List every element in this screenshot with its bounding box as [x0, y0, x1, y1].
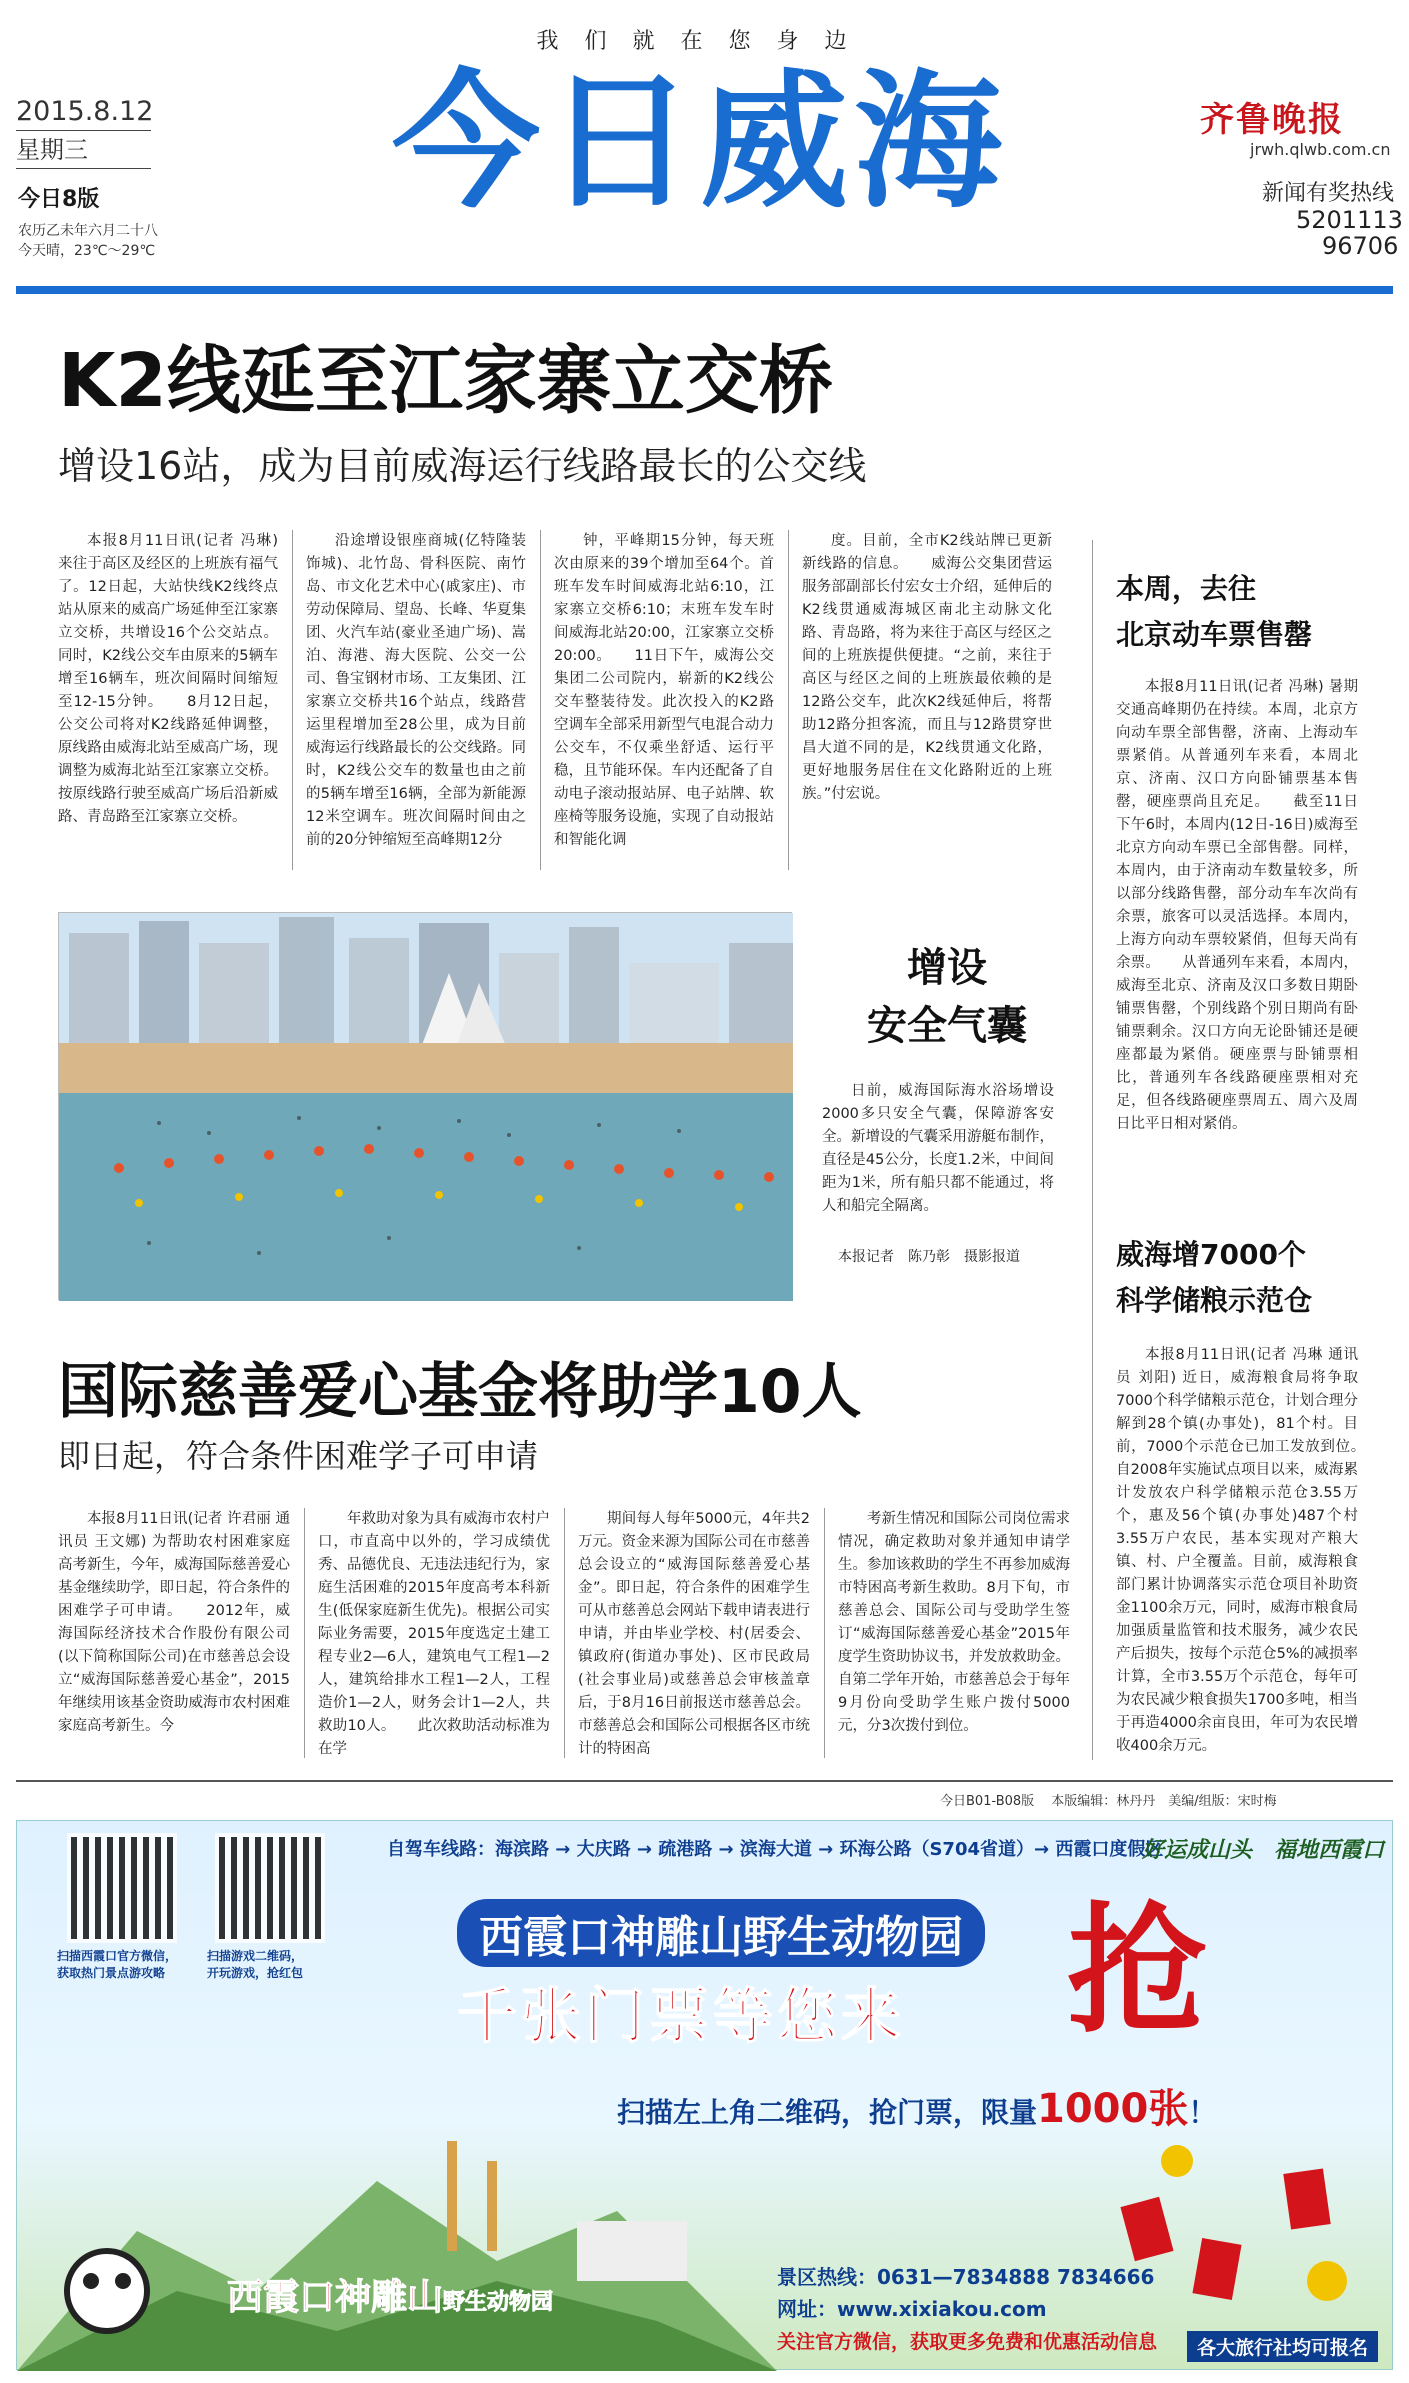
photo-story-title-2: 安全气囊 [867, 1003, 1027, 1049]
ad-slogan: 好运成山头 福地西霞口 [1142, 1838, 1385, 1863]
red-envelope-icon [1117, 2141, 1377, 2321]
ad-scan-prefix: 扫描左上角二维码，抢门票，限量 [617, 2096, 1038, 2129]
zoo-advertisement[interactable] [16, 1820, 1393, 2370]
ad-agency: 各大旅行社均可报名 [1187, 2331, 1378, 2362]
lunar-date: 农历乙未年六月二十八 [18, 223, 158, 239]
charity-subhead: 即日起，符合条件困难学子可申请 [58, 1437, 539, 1475]
ad-hotline: 景区热线：0631—7834888 7834666 [777, 2265, 1155, 2289]
charity-column-2: 年救助对象为具有威海市农村户口，市直高中以外的，学习成绩优秀、品德优良、无违法违纪行为，家庭生活困难的2015年度高考本科新生(低保家庭新生优先)。根据公司实际业务需要，2015年度选定土建工程专业2—6人，建筑电气工程1—2人，建筑给排水工程1—2人，工程造价1—2人，财务会计1—2人，共救助10人。 此次救助活动标准为在学 [318, 1511, 550, 1757]
edition-count: 今日8版 [18, 187, 100, 212]
charity-column-3: 期间每人每年5000元，4年共2万元。资金来源为国际公司在市慈善总会设立的“威海国际慈善爱心基金”。即日起，符合条件的困难学生可从市慈善总会网站下载申请表进行申请，并由毕业学校、村(居委会、镇政府(街道办事处)、区市民政局(社会事业局)或慈善总会审核盖章后，于8月16日前报送市慈善总会。市慈善总会和国际公司根据各区市统计的特困高 [578, 1511, 810, 1757]
ad-grab-character: 抢 [1067, 1889, 1208, 2053]
side-story-2-body: 本报8月11日讯(记者 冯琳 通讯员 刘阳) 近日，威海粮食局将争取7000个科学储粮示范仓，计划合理分解到28个镇(办事处)，81个村。目前，7000个示范仓已加工发放到位。 自2008年实施试点项目以来，威海累计发放农户科学储粮示范仓3.55万个，惠及56个镇(办事处)487个村3.55万户农民，基本实现对产粮大镇、村、户全覆盖。目前，威海粮食部门累计协调落实示范仓项目补助资金1100余万元，同时，威海市粮食局加强质量监管和技术服务，减少农民产后损失，按每个示范仓5%的减损率计算，全市3.55万个示范仓，每年可为农民减少粮食损失1700多吨，相当于再造4000余亩良田，年可为农民增收400余万元。 [1116, 1347, 1387, 1754]
lead-column-4: 度。目前，全市K2线站牌已更新新线路的信息。 威海公交集团营运服务部副部长付宏女士介绍，延伸后的K2线贯通威海城区南北主动脉文化路、青岛路，将为来往于高区与经区之间的上班族提供便捷。“之前，来往于高区与经区之间的上班族最依赖的是12路公交车，此次K2线延伸后，将帮助12路分担客流，而且与12路贯穿世昌大道不同的是，K2线贯通文化路，更好地服务居住在文化路附近的上班族。”付宏说。 [802, 533, 1052, 802]
hotline-number-1: 5201113 [1296, 206, 1403, 234]
qr2-caption-line2: 开玩游戏，抢红包 [207, 1966, 304, 1980]
ad-brand-main: 西霞口神雕山 [227, 2277, 444, 2318]
column-divider [824, 1508, 825, 1758]
masthead-slogan: 我们就在您身边 [536, 29, 873, 54]
charity-column-4: 考新生情况和国际公司岗位需求情况，确定救助对象并通知申请学生。参加该救助的学生不再参加威海市特困高考新生救助。8月下旬，市慈善总会、国际公司与受助学生签订“威海国际慈善爱心基金”2015年度学生资助协议书，并发放救助金。自第二学年开始，市慈善总会于每年9月份向受助学生账户拨付5000元，分3次拨付到位。 [838, 1511, 1070, 1734]
qr1-caption-line1: 扫描西霞口官方微信， [57, 1949, 178, 1963]
side-story-1-body: 本报8月11日讯(记者 冯琳) 暑期交通高峰期仍在持续。本周，北京方向动车票全部售罄，济南、上海动车票紧俏。从普通列车来看，本周北京、济南、汉口方向卧铺票基本售罄，硬座票尚且充足。 截至11日下午6时，本周内(12日-16日)威海至北京方向动车票已全部售罄。同样，本周内，由于济南动车数量较多，所以部分线路售罄，部分动车车次尚有余票，旅客可以灵活选择。本周内，上海方向动车票较紧俏，但每天尚有余票。 从普通列车来看，本周内，威海至北京、济南及汉口多数日期卧铺票售罄，个别线路个别日期尚有卧铺票剩余。汉口方向无论卧铺还是硬座都最为紧俏。硬座票与卧铺票相比，普通列车各线路硬座票相对充足，但各线路硬座票周五、周六及周日比平日相对紧俏。 [1116, 679, 1358, 1132]
sidebar-divider [1092, 540, 1093, 1760]
charity-column-1: 本报8月11日讯(记者 许君丽 通讯员 王文娜) 为帮助农村困难家庭高考新生，今年，威海国际慈善爱心基金继续助学，即日起，符合条件的困难学子可申请。 2012年，威海国际经济技术合作股份有限公司(以下简称国际公司)在市慈善总会设立“威海国际慈善爱心基金”，2015年继续用该基金资助威海市农村困难家庭高考新生。今 [58, 1511, 290, 1734]
brand-url[interactable]: jrwh.qlwb.com.cn [1250, 140, 1391, 159]
weather-info: 今天晴，23℃～29℃ [18, 243, 156, 259]
column-divider [304, 1508, 305, 1758]
footer-divider [16, 1780, 1393, 1782]
side-story-2-title-1: 威海增7000个 [1116, 1238, 1306, 1271]
side-story-2-title-2: 科学储粮示范仓 [1116, 1284, 1313, 1317]
lead-column-1: 本报8月11日讯(记者 冯琳) 来往于高区及经区的上班族有福气了。12日起，大站快线K2线终点站从原来的威高广场延伸至江家寨立交桥，共增设16个公交站点。同时，K2线公交车由原来的5辆车增至16辆车，班次间隔时间缩短至12-15分钟。 8月12日起，公交公司将对K2线路延伸调整，原线路由威海北站至威高广场，现调整为威海北站至江家寨立交桥。按原线路行驶至威高广场后沿新威路、青岛路至江家寨立交桥。 [58, 533, 278, 825]
lead-column-2: 沿途增设银座商城(亿特隆装饰城)、北竹岛、骨科医院、南竹岛、市文化艺术中心(戚家庄)、市劳动保障局、望岛、长峰、华夏集团、火汽车站(豪业圣迪广场)、嵩泊、海港、海大医院、公交一公司、鲁宝钢材市场、工友集团、江家寨立交桥共16个站点，线路营运里程增加至28公里，成为目前威海运行线路最长的公交线路。同时，K2线公交车的数量也由之前的5辆车增至16辆，全部为新能源12米空调车。班次间隔时间由之前的20分钟缩短至高峰期12分 [306, 533, 526, 848]
ad-route: 自驾车线路：海滨路 → 大庆路 → 疏港路 → 滨海大道 → 环海公路（S704省道）→ 西霞口度假区 [387, 1839, 1164, 1860]
qr1-caption-line2: 获取热门景点游攻略 [57, 1966, 166, 1980]
ad-scan-suffix: ！ [1188, 2096, 1217, 2129]
ad-scan-limit: 1000张 [1037, 2086, 1189, 2132]
side-story-1-title-1: 本周，去往 [1116, 572, 1257, 605]
beach-photo [58, 912, 792, 1300]
qr2-caption-line1: 扫描游戏二维码， [207, 1949, 304, 1963]
issue-date: 2015.8.12 [16, 96, 151, 131]
column-divider [564, 1508, 565, 1758]
wechat-qr-code[interactable] [67, 1833, 177, 1943]
side-story-1-title-2: 北京动车票售罄 [1116, 618, 1313, 651]
brand-logo: 齐鲁晚报 [1200, 100, 1344, 140]
hotline-number-2: 96706 [1322, 232, 1399, 260]
lead-subhead: 增设16站，成为目前威海运行线路最长的公交线 [58, 444, 867, 488]
lead-column-3: 钟，平峰期15分钟，每天班次由原来的39个增加至64个。首班车发车时间威海北站6:10，江家寨立交桥6:10；末班车发车时间威海北站20:00，江家寨立交桥20:00。 11日下午，威海公交集团二公司院内，崭新的K2线公交车整装待发。此次投入的K2路空调车全部采用新型气电混合动力公交车，不仅乘坐舒适、运行平稳，且节能环保。车内还配备了自动电子滚动报站屏、电子站牌、软座椅等服务设施，实现了自动报站和智能化调 [554, 533, 774, 848]
ad-tickets-headline: 千张门票等您来 [457, 1982, 905, 2052]
ad-notice: 关注官方微信，获取更多免费和优惠活动信息 [777, 2331, 1158, 2353]
ad-qr-group [57, 1833, 357, 1943]
column-divider [540, 530, 541, 870]
ad-brand-sub: 野生动物园 [443, 2290, 554, 2315]
lead-headline: K2线延至江家寨立交桥 [58, 338, 833, 424]
ad-park-name: 西霞口神雕山野生动物园 [457, 1899, 985, 1967]
ad-brand [227, 2269, 553, 2320]
footer-info [940, 1790, 1277, 1809]
game-qr-code[interactable] [215, 1833, 325, 1943]
beach-photo-illustration [59, 913, 793, 1301]
photo-credit: 本报记者 陈乃彰 摄影报道 [838, 1249, 1020, 1265]
header-divider [16, 286, 1393, 294]
photo-story-title-1: 增设 [907, 945, 987, 991]
charity-headline: 国际慈善爱心基金将助学10人 [58, 1357, 862, 1427]
photo-story-body: 日前，威海国际海水浴场增设2000多只安全气囊，保障游客安全。新增设的气囊采用游艇布制作，直径是45公分，长度1.2米，中间间距为1米，所有船只都不能通过，将人和船完全隔离。 [822, 1083, 1054, 1214]
hotline-label: 新闻有奖热线 [1262, 181, 1395, 206]
newspaper-masthead: 今日威海 [392, 54, 1008, 228]
issue-weekday: 星期三 [16, 130, 151, 169]
footer-editor: 本版编辑：林丹丹 美编/组版：宋时梅 [1051, 1794, 1277, 1809]
ad-website[interactable]: 网址：www.xixiakou.com [777, 2297, 1047, 2321]
footer-pages: 今日B01-B08版 [940, 1794, 1035, 1809]
column-divider [292, 530, 293, 870]
column-divider [788, 530, 789, 870]
ad-landscape-illustration [17, 2121, 777, 2371]
